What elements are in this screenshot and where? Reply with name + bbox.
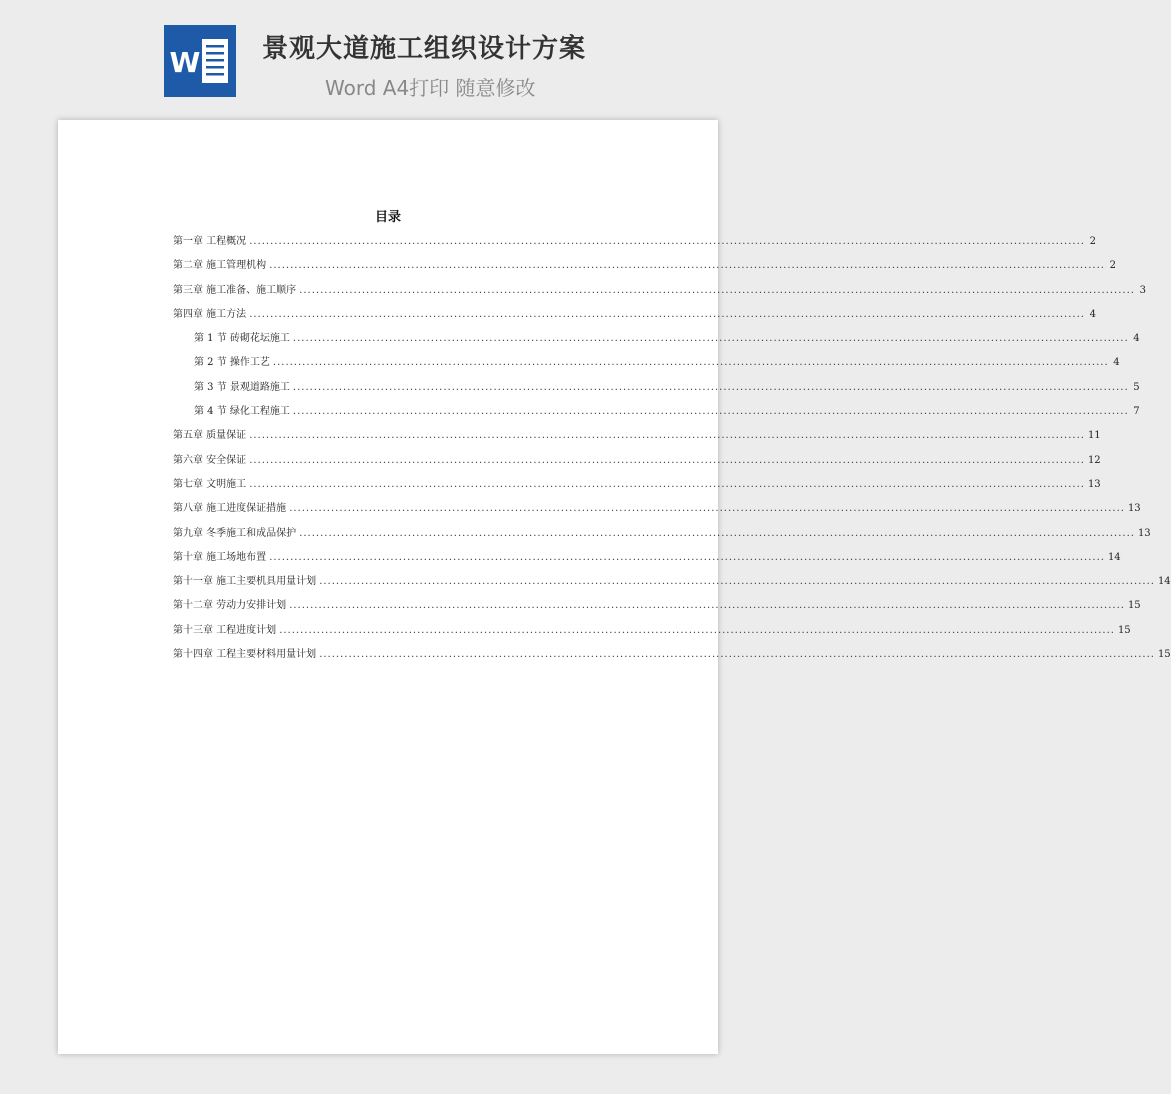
toc-entry[interactable]	[173, 548, 1121, 572]
toc-entry-page: 15	[1127, 600, 1141, 612]
toc-entry-page: 12	[1087, 454, 1101, 466]
toc-entry-page: 13	[1127, 503, 1141, 515]
toc-entry-page: 14	[1157, 576, 1171, 588]
toc-entry-label: 第七章 文明施工	[173, 478, 247, 490]
toc-entry[interactable]	[173, 621, 1131, 645]
word-icon	[164, 25, 236, 97]
toc-entry[interactable]	[173, 329, 1140, 353]
toc-leader-dots: ........................................................................................................................................................................................................	[299, 527, 1135, 539]
toc-leader-dots: ........................................................................................................................................................................................................	[272, 357, 1109, 369]
toc-entry-page: 2	[1109, 260, 1116, 272]
toc-entry[interactable]	[173, 305, 1096, 329]
toc-leader-dots: ........................................................................................................................................................................................................	[249, 430, 1085, 442]
toc-leader-dots: ........................................................................................................................................................................................................	[269, 551, 1105, 563]
toc-leader-dots: ........................................................................................................................................................................................................	[249, 478, 1085, 490]
toc-entry-label: 第 3 节 景观道路施工	[194, 381, 290, 393]
toc-entry-label: 第十二章 劳动力安排计划	[173, 600, 287, 612]
toc-title: 目录	[374, 210, 401, 225]
toc-entry-label: 第十章 施工场地布置	[173, 551, 267, 563]
toc-entry-page: 14	[1107, 551, 1121, 563]
toc-leader-dots: ........................................................................................................................................................................................................	[319, 649, 1155, 661]
toc-entry-page: 15	[1157, 649, 1171, 661]
document-page	[58, 120, 1171, 1054]
toc-entry-page: 13	[1137, 527, 1151, 539]
toc-entry[interactable]	[173, 645, 1171, 669]
header	[0, 0, 774, 112]
toc-entry-label: 第十四章 工程主要材料用量计划	[173, 649, 317, 661]
toc-entry-label: 第十三章 工程进度计划	[173, 624, 277, 636]
toc-entry[interactable]	[173, 596, 1141, 620]
toc-entry-label: 第 1 节 砖砌花坛施工	[194, 333, 290, 345]
toc-entry[interactable]	[173, 256, 1116, 280]
toc-entry-page: 11	[1087, 430, 1101, 442]
toc-entry-label: 第十一章 施工主要机具用量计划	[173, 576, 317, 588]
toc-entry-label: 第二章 施工管理机构	[173, 260, 267, 272]
toc-leader-dots: ........................................................................................................................................................................................................	[292, 381, 1129, 393]
toc-leader-dots: ........................................................................................................................................................................................................	[279, 624, 1115, 636]
toc-entry-page: 4	[1133, 333, 1140, 345]
toc-entry[interactable]	[173, 451, 1101, 475]
document-subtitle: Word A4打印 随意修改	[325, 76, 536, 100]
table-of-contents	[173, 232, 1171, 669]
toc-entry[interactable]	[173, 402, 1140, 426]
toc-leader-dots: ........................................................................................................................................................................................................	[299, 284, 1135, 296]
toc-entry-page: 15	[1117, 624, 1131, 636]
toc-leader-dots: ........................................................................................................................................................................................................	[249, 454, 1085, 466]
toc-leader-dots: ........................................................................................................................................................................................................	[292, 406, 1129, 418]
toc-entry-page: 3	[1139, 284, 1146, 296]
toc-entry-label: 第八章 施工进度保证措施	[173, 503, 287, 515]
toc-entry[interactable]	[173, 353, 1120, 377]
toc-entry[interactable]	[173, 426, 1101, 450]
toc-entry-label: 第三章 施工准备、施工顺序	[173, 284, 297, 296]
toc-entry-label: 第五章 质量保证	[173, 430, 247, 442]
toc-entry-page: 4	[1113, 357, 1120, 369]
toc-leader-dots: ........................................................................................................................................................................................................	[319, 576, 1155, 588]
word-logo-letter: W	[169, 46, 201, 79]
toc-entry[interactable]	[173, 281, 1146, 305]
toc-leader-dots: ........................................................................................................................................................................................................	[249, 308, 1085, 320]
toc-entry[interactable]	[173, 232, 1096, 256]
toc-entry-label: 第一章 工程概况	[173, 236, 247, 247]
toc-entry[interactable]	[173, 572, 1171, 596]
toc-leader-dots: ........................................................................................................................................................................................................	[292, 333, 1129, 345]
toc-entry[interactable]	[173, 475, 1101, 499]
toc-entry-label: 第四章 施工方法	[173, 308, 247, 320]
toc-entry-page: 13	[1087, 478, 1101, 490]
toc-entry[interactable]	[173, 499, 1141, 523]
toc-entry-label: 第六章 安全保证	[173, 454, 247, 466]
toc-entry-page: 4	[1089, 308, 1096, 320]
toc-entry[interactable]	[173, 524, 1151, 548]
toc-entry-label: 第 2 节 操作工艺	[194, 357, 270, 369]
toc-entry[interactable]	[173, 378, 1140, 402]
toc-leader-dots: ........................................................................................................................................................................................................	[269, 260, 1105, 272]
toc-entry-label: 第九章 冬季施工和成品保护	[173, 527, 297, 539]
toc-leader-dots: ........................................................................................................................................................................................................	[289, 600, 1125, 612]
toc-entry-label: 第 4 节 绿化工程施工	[194, 406, 290, 418]
document-title: 景观大道施工组织设计方案	[262, 34, 587, 64]
toc-entry-page: 5	[1133, 381, 1140, 393]
toc-leader-dots: ........................................................................................................................................................................................................	[289, 503, 1125, 515]
toc-entry-page: 7	[1133, 406, 1140, 418]
toc-entry-page: 2	[1089, 236, 1096, 247]
toc-leader-dots: ........................................................................................................................................................................................................	[249, 236, 1085, 247]
